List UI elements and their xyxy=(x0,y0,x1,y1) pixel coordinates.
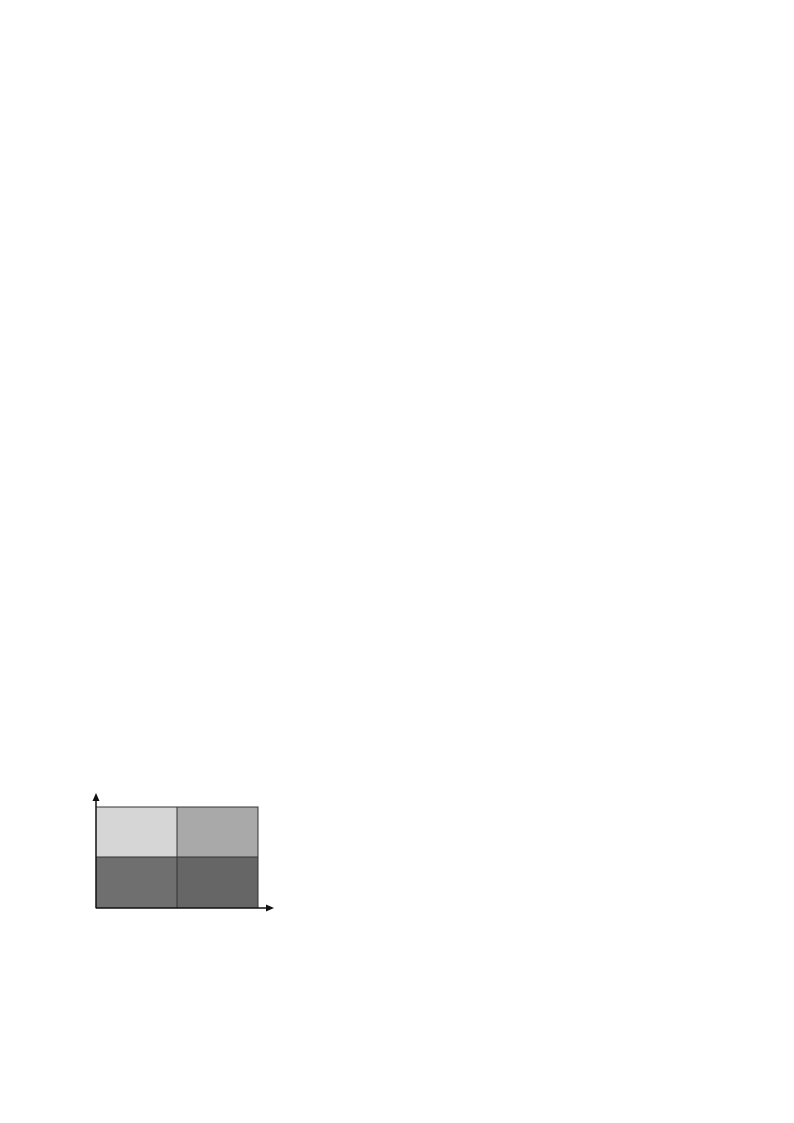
time-matrix-figure xyxy=(74,793,284,951)
x-axis-arrow xyxy=(266,905,274,912)
q1-options xyxy=(74,504,734,524)
y-axis-arrow xyxy=(93,793,100,801)
quadrant-important-not-urgent xyxy=(96,807,177,857)
quadrant-not-important-not-urgent xyxy=(96,857,177,908)
quadrant-not-important-urgent xyxy=(177,857,258,908)
quadrant-important-urgent xyxy=(177,807,258,857)
